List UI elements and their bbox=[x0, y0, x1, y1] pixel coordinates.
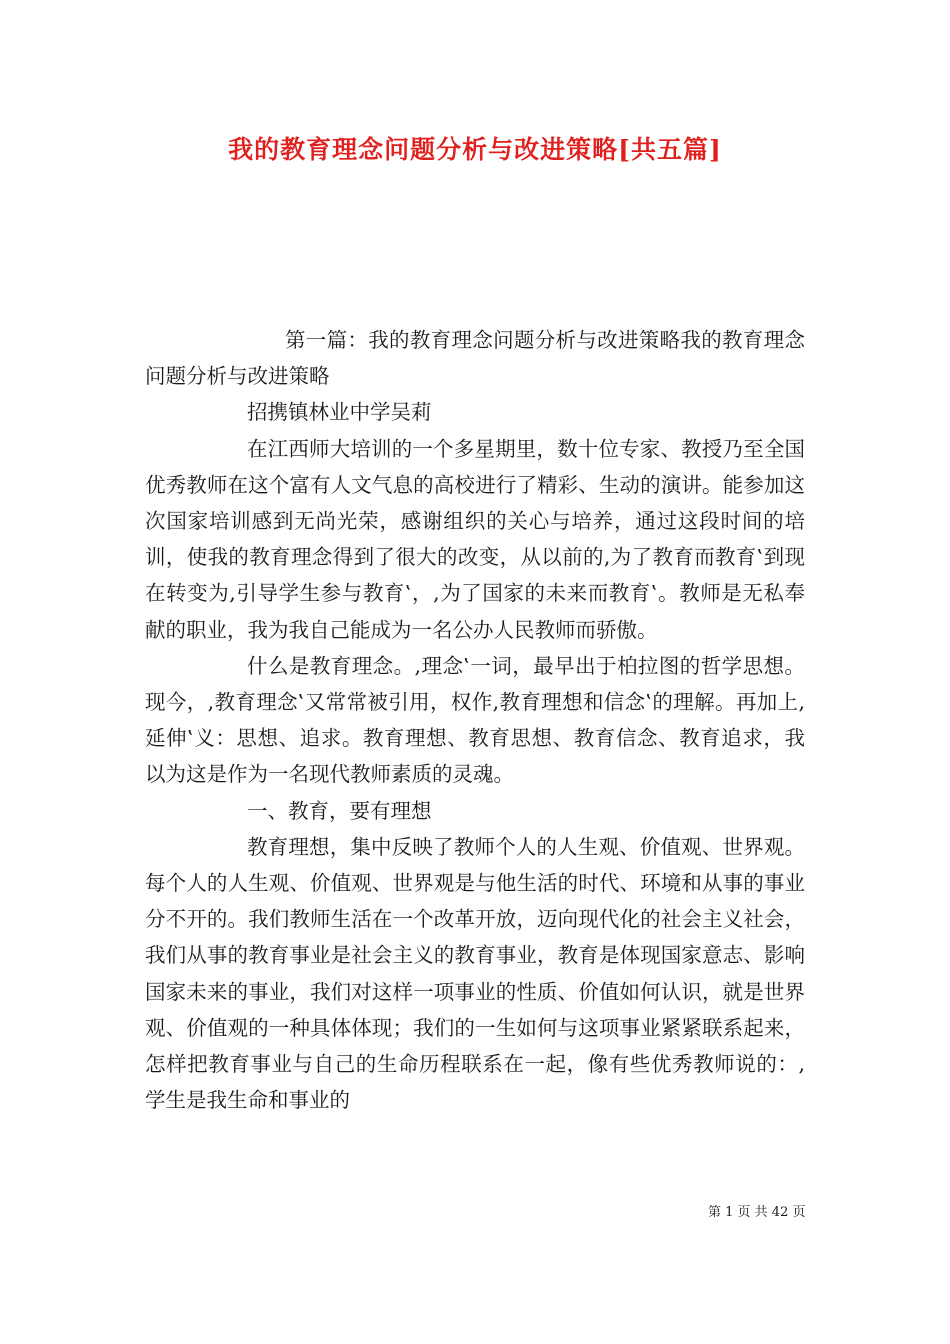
paragraph-concept: 什么是教育理念。,理念‛一词，最早出于柏拉图的哲学思想。现今，,教育理念‛又常常被引用，权作,教育理想和信念‛的理解。再加上,延伸‛义：思想、追求。教育理想、教育思想、教育信念、教育追求，我以为这是作为一名现代教师素质的灵魂。 bbox=[145, 653, 805, 787]
paragraph-chapter-heading: 第一篇：我的教育理念问题分析与改进策略我的教育理念问题分析与改进策略 bbox=[145, 328, 805, 389]
paragraph-author: 招携镇林业中学吴莉 bbox=[247, 400, 432, 425]
paragraph-ideal: 教育理想，集中反映了教师个人的人生观、价值观、世界观。每个人的人生观、价值观、世界观是与他生活的时代、环境和从事的事业分不开的。我们教师生活在一个改革开放，迈向现代化的社会主义社会，我们从事的教育事业是社会主义的教育事业，教育是体现国家意志、影响国家未来的事业，我们对这样一项事业的性质、价值如何认识，就是世界观、价值观的一种具体体现；我们的一生如何与这项事业紧紧联系起来，怎样把教育事业与自己的生命历程联系在一起，像有些优秀教师说的：,学生是我生命和事业的 bbox=[145, 834, 805, 1113]
document-body bbox=[145, 322, 805, 1118]
page-number: 第 1 页 共 42 页 bbox=[708, 1205, 806, 1220]
section-heading: 一、教育，要有理想 bbox=[247, 798, 432, 823]
paragraph-training: 在江西师大培训的一个多星期里，数十位专家、教授乃至全国优秀教师在这个富有人文气息的高校进行了精彩、生动的演讲。能参加这次国家培训感到无尚光荣，感谢组织的关心与培养，通过这段时间的培训，使我的教育理念得到了很大的改变，从以前的,为了教育而教育‛到现在转变为,引导学生参与教育‛，,为了国家的未来而教育‛。教师是无私奉献的职业，我为我自己能成为一名公办人民教师而骄傲。 bbox=[145, 436, 805, 642]
document-title: 我的教育理念问题分析与改进策略[共五篇] bbox=[228, 135, 722, 164]
